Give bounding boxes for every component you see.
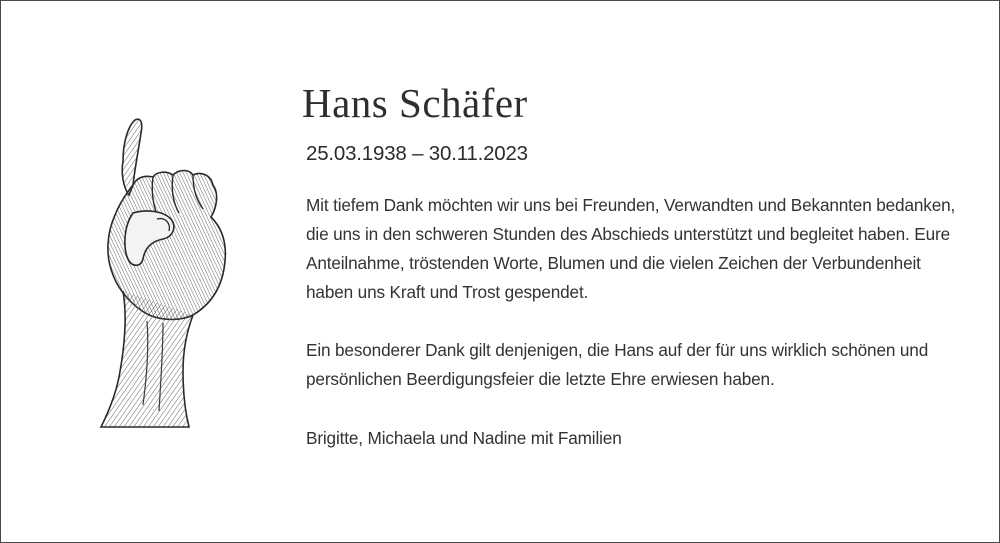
deceased-name: Hans Schäfer: [302, 80, 528, 126]
life-dates: 25.03.1938 – 30.11.2023: [306, 142, 528, 165]
special-thanks-paragraph: Ein besonderer Dank gilt denjenigen, die Hans auf der für uns wirklich schönen und persönlichen Beerdigungsfeier die letzte Ehre erwiesen haben.: [306, 340, 929, 389]
thanks-paragraph: Mit tiefem Dank möchten wir uns bei Freunden, Verwandten und Bekannten bedanken, die uns in den schweren Stunden des Abschieds unterstützt und begleitet haben. Eure Anteilnahme, tröstenden Worte, Blumen und die vielen Zeichen der Verbundenheit haben uns Kraft und Trost gespendet.: [306, 195, 956, 302]
hand-pointing-up-icon: [93, 115, 243, 431]
signature: Brigitte, Michaela und Nadine mit Familien: [306, 428, 622, 448]
